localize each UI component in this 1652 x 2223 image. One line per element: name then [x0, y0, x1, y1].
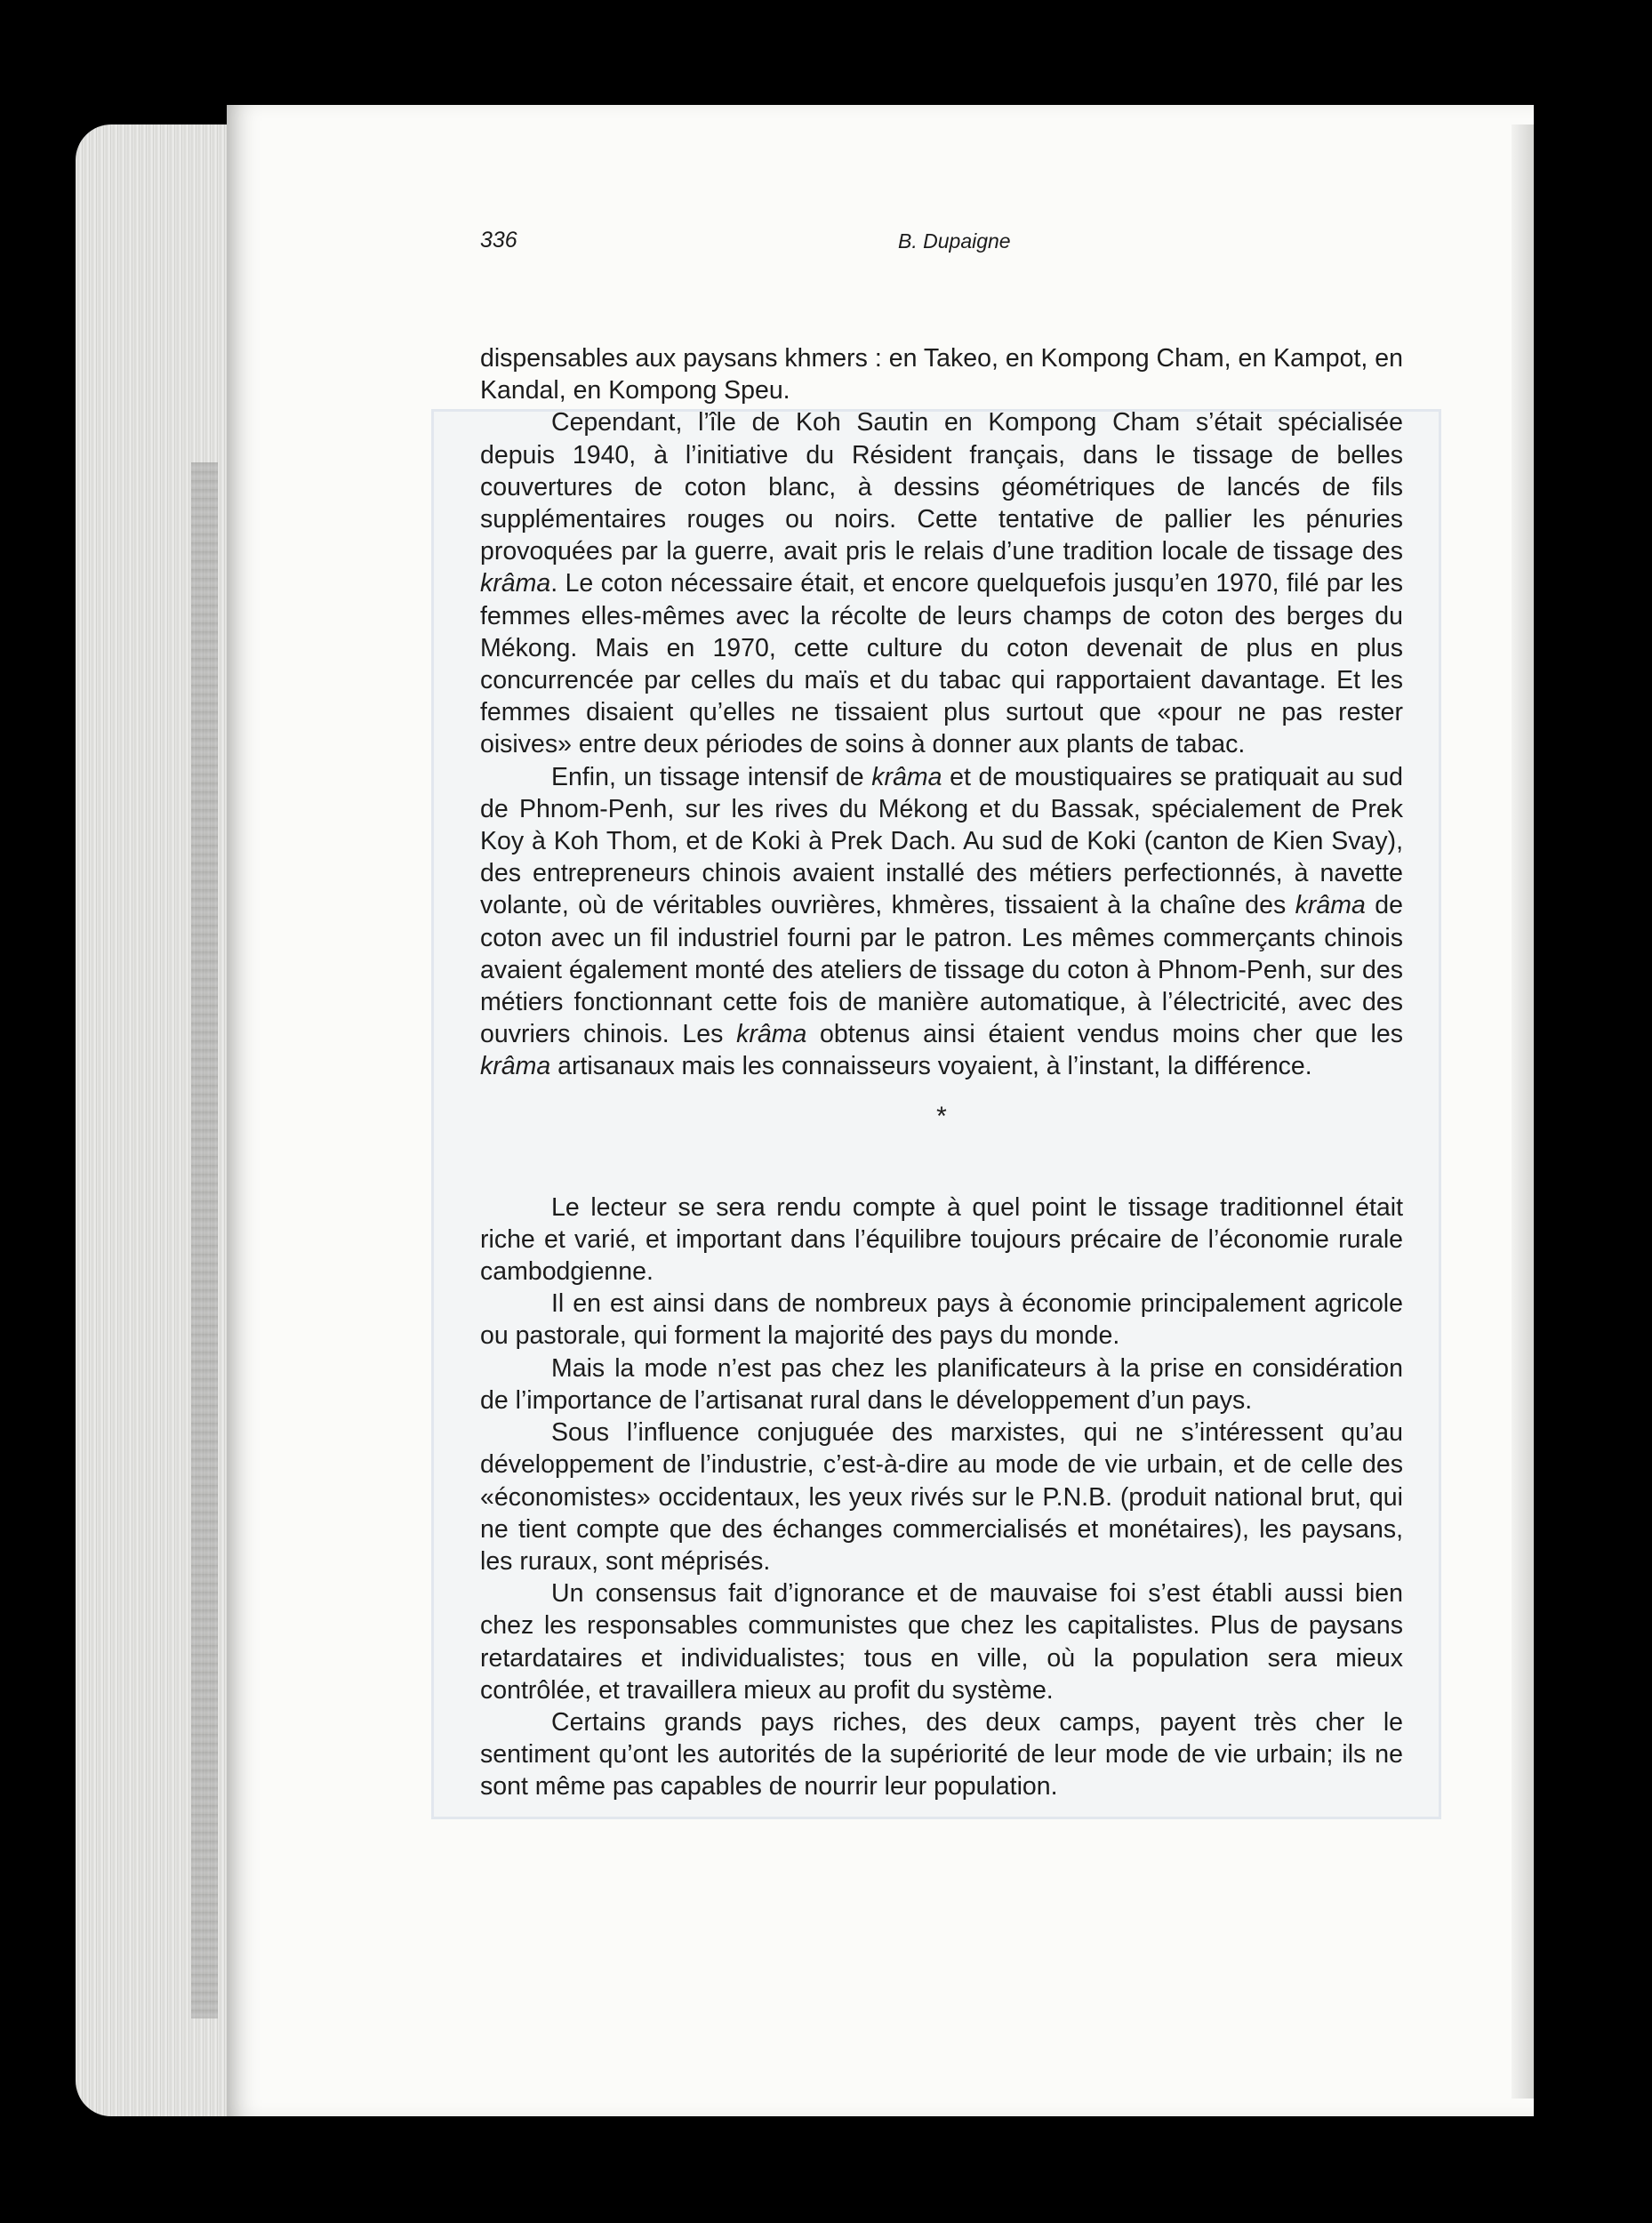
italic-term: krâma	[871, 762, 942, 791]
paragraph: Certains grands pays riches, des deux camps, payent très cher le sentiment qu’ont les autorités de la supériorité de leur mode de vie urbain; ils ne sont même pas capables de nourrir leur population.	[480, 1707, 1403, 1802]
paragraph: dispensables aux paysans khmers : en Takeo, en Kompong Cham, en Kampot, en Kandal, en Kompong Speu.	[480, 344, 1403, 405]
paragraph: Un consensus fait d’ignorance et de mauvaise foi s’est établi aussi bien chez les responsables communistes que chez les capitalistes. Plus de paysans retardataires et individualistes; tous en ville, où la population sera mieux contrôlée, et travaillera mieux au profit du système.	[480, 1579, 1403, 1705]
paragraph	[480, 761, 1403, 1083]
page-right-edge	[1512, 124, 1534, 2099]
text-run: Cependant, l’île de Koh Sautin en Kompong Cham s’était spécialisée depuis 1940, à l’initiative du Résident français, dans le tissage de belles couvertures de coton blanc, à dessins géométriques de lancés de fils supplémentaires rouges ou noirs. Cette tentative de pallier les pénuries provoquées par la guerre, avait pris le relais d’une tradition locale de tissage des	[480, 408, 1403, 566]
paragraph: Le lecteur se sera rendu compte à quel point le tissage traditionnel était riche et varié, et important dans l’équilibre toujours précaire de l’économie rurale cambodgienne.	[480, 1192, 1403, 1287]
spine-shadow	[191, 462, 218, 2018]
italic-term: krâma	[736, 1020, 807, 1049]
paragraph	[480, 406, 1403, 760]
text-run: artisanaux mais les connaisseurs voyaient, à l’instant, la différence.	[550, 1052, 1312, 1081]
text-run: de coton avec un fil industriel fourni par le patron. Les mêmes commerçants chinois avaient également monté des ateliers de tissage du coton à Phnom-Penh, sur des métiers fonctionnant cette fois de manière automatique, à l’électricité, avec des ouvriers chinois. Les	[480, 891, 1404, 1049]
body-text	[480, 342, 1403, 1803]
paragraph: Sous l’influence conjuguée des marxistes, qui ne s’intéressent qu’au développement de l’industrie, c’est-à-dire au mode de vie urbain, et de celle des «économistes» occidentaux, les yeux rivés sur le P.N.B. (produit national brut, qui ne tient compte que des échanges commercialisés et monétaires), les paysans, les ruraux, sont méprisés.	[480, 1418, 1403, 1576]
italic-term: krâma	[1295, 891, 1366, 920]
paragraph: Mais la mode n’est pas chez les planificateurs à la prise en considération de l’importance de l’artisanat rural dans le développement d’un pays.	[480, 1353, 1403, 1415]
text-run: . Le coton nécessaire était, et encore quelquefois jusqu’en 1970, filé par les femmes elles-mêmes avec la récolte de leurs champs de coton des berges du Mékong. Mais en 1970, cette culture du coton devenait de plus en plus concurrencée par celles du maïs et du tabac qui rapportaient davantage. Et les femmes disaient qu’elles ne tissaient plus surtout que «pour ne pas rester oisives» entre deux périodes de soins à donner aux plants de tabac.	[480, 569, 1403, 759]
italic-term: krâma	[480, 1052, 551, 1081]
text-run: obtenus ainsi étaient vendus moins cher que les	[806, 1020, 1403, 1049]
page-number: 336	[480, 228, 517, 253]
text-run: Enfin, un tissage intensif de	[551, 762, 872, 791]
section-separator: *	[936, 1101, 947, 1131]
italic-term: krâma	[480, 569, 551, 598]
running-head: B. Dupaigne	[898, 229, 1011, 253]
page-header	[480, 228, 1369, 256]
text-run: et de moustiquaires se pratiquait au sud de Phnom-Penh, sur les rives du Mékong et du Bassak, spécialement de Prek Koy à Koh Thom, et de Koki à Prek Dach. Au sud de Koki (canton de Kien Svay), des entrepreneurs chinois avaient installé des métiers perfectionnés, à navette volante, où de véritables ouvrières, khmères, tissaient à la chaîne des	[480, 762, 1403, 920]
paragraph: Il en est ainsi dans de nombreux pays à économie principalement agricole ou pastorale, qui forment la majorité des pays du monde.	[480, 1289, 1403, 1351]
